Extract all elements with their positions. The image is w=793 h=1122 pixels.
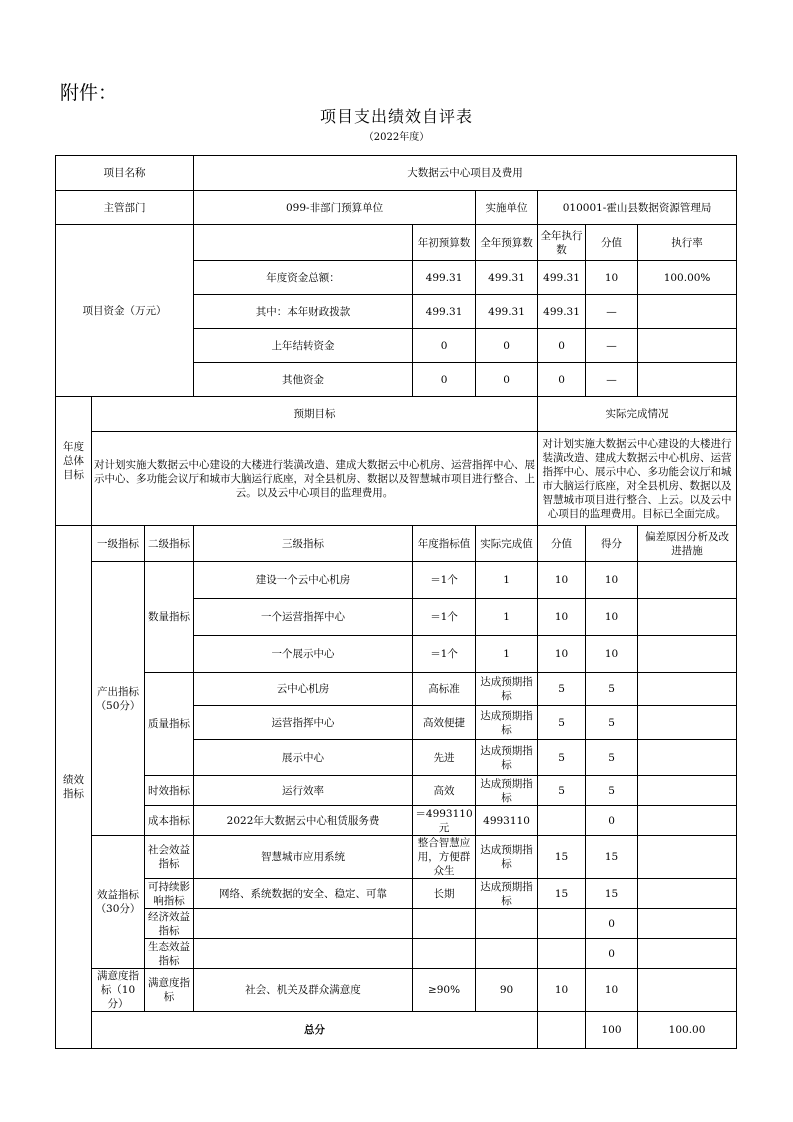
indicator-name: 网络、系统数据的安全、稳定、可靠 [194,879,413,909]
indicator-row [56,806,737,836]
funds-label: 项目资金（万元） [56,225,194,397]
indicator-reason [638,740,737,776]
funds-row-initial: 0 [413,363,476,397]
indicator-score: 10 [538,969,586,1012]
funds-row-score: — [586,363,638,397]
page-title: 项目支出绩效自评表 [319,107,473,126]
sustainable-impact-label: 可持续影响指标 [145,879,194,909]
funds-row-executed: 0 [538,329,586,363]
expected-goal-header: 预期目标 [92,397,538,432]
expected-goal-text: 对计划实施大数据云中心建设的大楼进行装潢改造、建成大数据云中心机房、运营指挥中心、展示中心、多功能会议厅和城市大脑运行底座，对全县机房、数据以及智慧城市项目进行整合、上云。以及云中心项目的监理费用。 [92,432,538,526]
funds-row-rate: 100.00% [638,261,737,295]
indicator-target: 高效 [413,776,476,806]
indicator-target: 高效便捷 [413,706,476,740]
funds-row-annual: 0 [476,363,538,397]
actual-completion-header: 实际完成情况 [538,397,737,432]
total-points: 100.00 [638,1012,737,1049]
economic-benefit-label: 经济效益指标 [145,909,194,939]
indicator-name [194,909,413,939]
funds-row-name: 其他资金 [194,363,413,397]
indicator-name: 2022年大数据云中心租赁服务费 [194,806,413,836]
funds-row-executed: 499.31 [538,295,586,329]
indicator-row [56,969,737,1012]
indicator-score: 5 [538,776,586,806]
funds-row-initial: 499.31 [413,261,476,295]
project-name-value: 大数据云中心项目及费用 [194,156,737,191]
indicator-points: 15 [586,836,638,879]
indicator-target: ＝1个 [413,599,476,636]
indicator-score: 5 [538,740,586,776]
funds-score-header: 分值 [586,225,638,261]
indicator-points: 0 [586,806,638,836]
funds-row-name: 年度资金总额： [194,261,413,295]
indicator-name: 运行效率 [194,776,413,806]
indicator-row [56,776,737,806]
project-name-label: 项目名称 [56,156,194,191]
funds-header-row [56,225,737,261]
indicator-target: ＝4993110元 [413,806,476,836]
funds-row-score: — [586,295,638,329]
indicator-points: 10 [586,969,638,1012]
dept-label: 主管部门 [56,191,194,225]
indicator-points: 0 [586,909,638,939]
indicator-name: 运营指挥中心 [194,706,413,740]
output-indicator-label: 产出指标（50分） [92,562,145,836]
indicator-score: 15 [538,879,586,909]
indicator-target: 高标准 [413,673,476,706]
indicator-name: 建设一个云中心机房 [194,562,413,599]
indicator-actual: 达成预期指标 [476,836,538,879]
funds-row-name: 其中：本年财政拨款 [194,295,413,329]
indicator-actual: 达成预期指标 [476,706,538,740]
indicator-row [56,562,737,599]
indicator-score [538,909,586,939]
indicator-score: 5 [538,706,586,740]
indicator-name: 智慧城市应用系统 [194,836,413,879]
indicator-points: 5 [586,673,638,706]
indicator-target: ＝1个 [413,562,476,599]
indicator-target: 先进 [413,740,476,776]
department-row [56,191,737,225]
indicator-reason [638,969,737,1012]
goals-side-label: 年度总体目标 [56,397,92,526]
indicator-points: 5 [586,740,638,776]
funds-row-rate [638,329,737,363]
indicator-row [56,836,737,879]
indicator-points: 5 [586,706,638,740]
funds-row-score: — [586,329,638,363]
indicator-reason [638,599,737,636]
impl-unit-value: 010001-霍山县数据资源管理局 [538,191,737,225]
indicator-score: 10 [538,599,586,636]
indicator-actual: 达成预期指标 [476,879,538,909]
indicator-points: 10 [586,599,638,636]
funds-row-rate [638,295,737,329]
quantity-indicator-label: 数量指标 [145,562,194,673]
funds-initial-header: 年初预算数 [413,225,476,261]
ecological-benefit-label: 生态效益指标 [145,939,194,969]
total-blank [538,1012,586,1049]
indicator-name: 一个运营指挥中心 [194,599,413,636]
indicator-reason [638,939,737,969]
target-header: 年度指标值 [413,526,476,562]
indicators-side-label: 绩效指标 [56,526,92,1049]
total-row [56,1012,737,1049]
indicator-actual: 90 [476,969,538,1012]
indicator-name: 社会、机关及群众满意度 [194,969,413,1012]
indicator-target: 整合智慧应用，方便群众生 [413,836,476,879]
indicator-name: 展示中心 [194,740,413,776]
indicator-row [56,909,737,939]
social-benefit-label: 社会效益指标 [145,836,194,879]
indicator-actual: 4993110 [476,806,538,836]
funds-row-annual: 0 [476,329,538,363]
indicator-points: 10 [586,636,638,673]
goals-content-row [56,432,737,526]
funds-row-rate [638,363,737,397]
indicator-reason [638,806,737,836]
indicator-reason [638,909,737,939]
funds-row-name: 上年结转资金 [194,329,413,363]
total-score: 100 [586,1012,638,1049]
indicator-actual: 达成预期指标 [476,673,538,706]
score-header: 分值 [538,526,586,562]
indicator-actual: 1 [476,636,538,673]
indicator-actual: 1 [476,562,538,599]
satisfaction-level1-label: 满意度指标（10分） [92,969,145,1012]
indicator-reason [638,879,737,909]
time-indicator-label: 时效指标 [145,776,194,806]
dept-value: 099-非部门预算单位 [194,191,476,225]
indicator-name: 云中心机房 [194,673,413,706]
indicator-target [413,909,476,939]
indicator-target [413,939,476,969]
indicator-actual [476,909,538,939]
cost-indicator-label: 成本指标 [145,806,194,836]
self-evaluation-table [55,155,737,1049]
funds-rate-header: 执行率 [638,225,737,261]
reason-header: 偏差原因分析及改进措施 [638,526,737,562]
funds-row-initial: 499.31 [413,295,476,329]
points-header: 得分 [586,526,638,562]
indicator-actual: 达成预期指标 [476,776,538,806]
goals-header-row [56,397,737,432]
actual-header: 实际完成值 [476,526,538,562]
level2-header: 二级指标 [145,526,194,562]
indicator-reason [638,706,737,740]
indicator-target: 长期 [413,879,476,909]
indicator-points: 5 [586,776,638,806]
indicator-points: 10 [586,562,638,599]
level3-header: 三级指标 [194,526,413,562]
indicator-reason [638,776,737,806]
funds-blank-header [194,225,413,261]
benefit-indicator-label: 效益指标（30分） [92,836,145,969]
page-subtitle: （2022年度） [363,132,430,143]
indicator-score: 5 [538,673,586,706]
indicator-actual: 达成预期指标 [476,740,538,776]
quality-indicator-label: 质量指标 [145,673,194,776]
indicator-row [56,879,737,909]
funds-row-initial: 0 [413,329,476,363]
indicator-score: 15 [538,836,586,879]
project-name-row [56,156,737,191]
funds-row-annual: 499.31 [476,261,538,295]
funds-row-executed: 0 [538,363,586,397]
indicator-reason [638,562,737,599]
funds-annual-header: 全年预算数 [476,225,538,261]
indicator-row [56,673,737,706]
funds-row-score: 10 [586,261,638,295]
total-label: 总分 [92,1012,538,1049]
indicator-score: 10 [538,636,586,673]
attachment-label: 附件： [60,82,118,104]
indicator-points: 15 [586,879,638,909]
indicator-name [194,939,413,969]
indicator-score: 10 [538,562,586,599]
funds-executed-header: 全年执行数 [538,225,586,261]
satisfaction-level2-label: 满意度指标 [145,969,194,1012]
indicator-reason [638,836,737,879]
indicator-target: ＝1个 [413,636,476,673]
level1-header: 一级指标 [92,526,145,562]
indicator-score [538,939,586,969]
indicator-actual: 1 [476,599,538,636]
funds-row-annual: 499.31 [476,295,538,329]
indicators-header-row [56,526,737,562]
funds-row-executed: 499.31 [538,261,586,295]
indicator-name: 一个展示中心 [194,636,413,673]
indicator-points: 0 [586,939,638,969]
indicator-row [56,939,737,969]
indicator-actual [476,939,538,969]
indicator-reason [638,673,737,706]
indicator-target: ≥90% [413,969,476,1012]
impl-unit-label: 实施单位 [476,191,538,225]
actual-completion-text: 对计划实施大数据云中心建设的大楼进行装潢改造、建成大数据云中心机房、运营指挥中心、展示中心、多功能会议厅和城市大脑运行底座，对全县机房、数据以及智慧城市项目进行整合、上云。以及云中心项目的监理费用。目标已全面完成。 [538,432,737,526]
indicator-score [538,806,586,836]
indicator-reason [638,636,737,673]
